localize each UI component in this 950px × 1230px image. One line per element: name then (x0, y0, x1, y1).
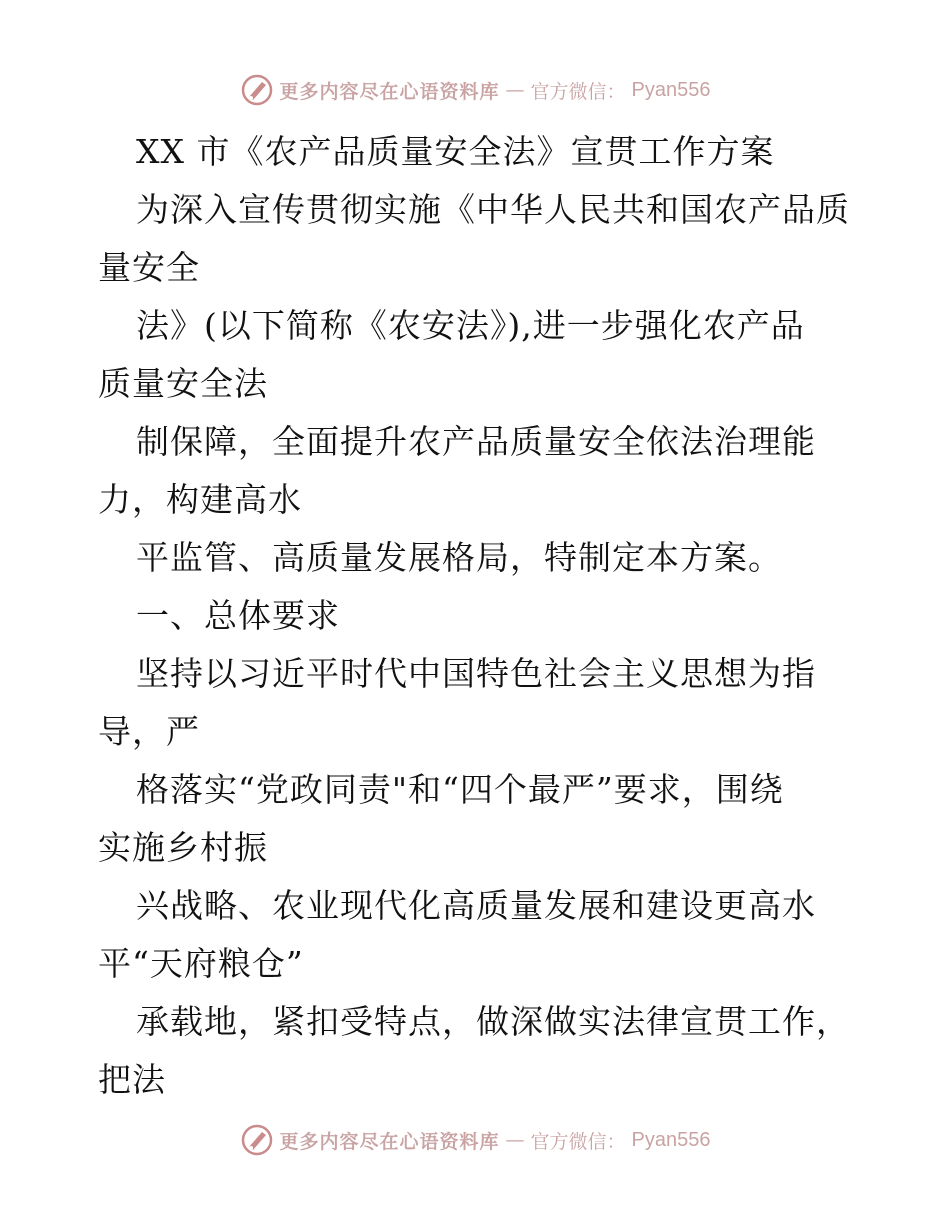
text-line: 实施乡村振 (98, 828, 268, 867)
text-line: 平“天府粮仓” (98, 944, 304, 983)
watermark-wechat-id: Pyan556 (631, 1128, 711, 1151)
text-line: 坚持以习近平时代中国特色社会主义思想为指 (136, 654, 816, 693)
text-line: 承载地，紧扣受特点，做深做实法律宣贯工作， (136, 1002, 850, 1041)
text-line: 为深入宣传贯彻实施《中华人民共和国农产品质 (136, 190, 850, 229)
text-line: 平监管、高质量发展格局，特制定本方案。 (136, 538, 782, 577)
watermark-brand: 更多内容尽在心语资料库 (279, 1130, 500, 1153)
pen-logo-icon (240, 73, 274, 107)
text-line: 质量安全法 (98, 364, 268, 403)
header-watermark (0, 70, 950, 110)
footer-watermark (0, 1120, 950, 1160)
text-line: XX 市《农产品质量安全法》宣贯工作方案 (136, 132, 775, 171)
watermark-brand: 更多内容尽在心语资料库 (279, 80, 500, 103)
watermark-wechat-label: 官方微信： (530, 1130, 626, 1153)
text-line: 制保障，全面提升农产品质量安全依法治理能 (136, 422, 816, 461)
text-line: 一、总体要求 (136, 596, 340, 635)
watermark-separator: — (505, 1129, 525, 1151)
watermark-wechat-id: Pyan556 (631, 78, 711, 101)
text-line: 量安全 (98, 248, 200, 287)
text-line: 法》(以下简称《农安法》),进一步强化农产品 (136, 306, 805, 345)
watermark-wechat-label: 官方微信： (530, 80, 626, 103)
text-line: 把法 (98, 1060, 166, 1099)
document-body (98, 123, 858, 1109)
text-line: 格落实“党政同责"和“四个最严”要求，围绕 (136, 770, 784, 809)
watermark-separator: — (505, 79, 525, 101)
pen-logo-icon (240, 1123, 274, 1157)
text-line: 导，严 (98, 712, 200, 751)
text-line: 力，构建高水 (98, 480, 302, 519)
text-line: 兴战略、农业现代化高质量发展和建设更高水 (136, 886, 816, 925)
